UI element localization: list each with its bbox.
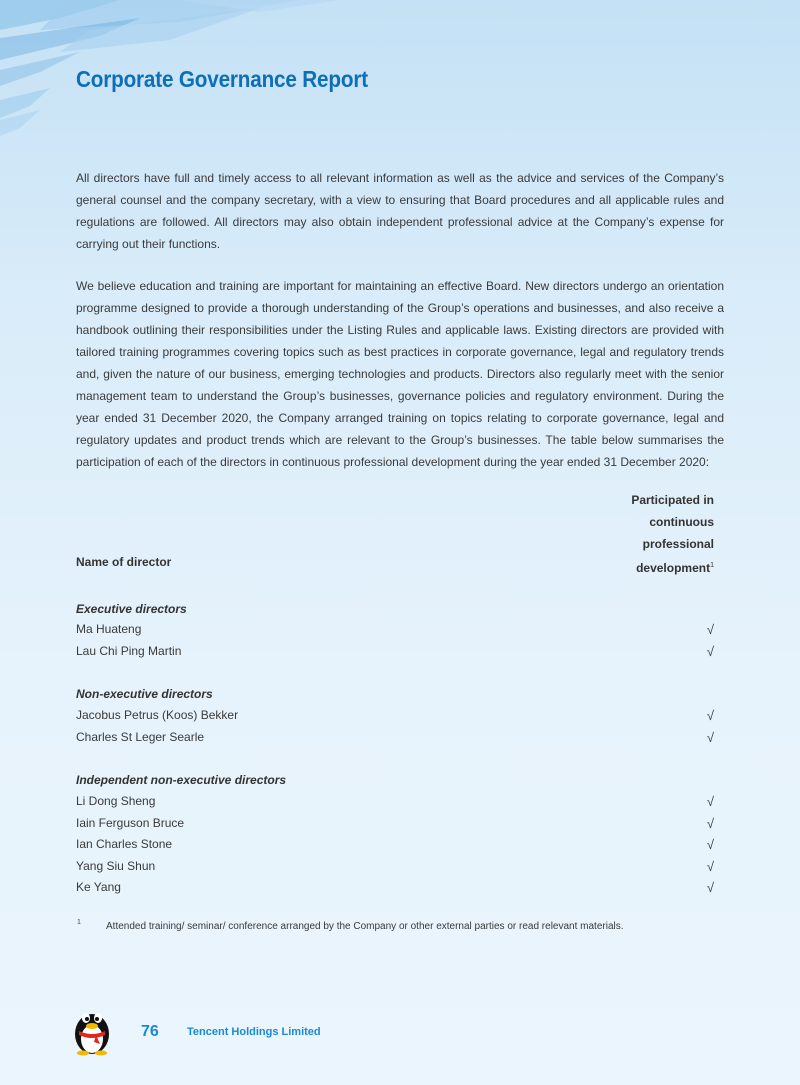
table-row — [76, 730, 724, 752]
participation-header-line: continuous — [649, 515, 714, 529]
page-title: Corporate Governance Report — [76, 66, 368, 92]
group-label-executive: Executive directors — [76, 602, 187, 616]
page-number: 76 — [141, 1023, 159, 1040]
director-name: Ian Charles Stone — [76, 837, 173, 851]
check-mark: √ — [706, 644, 714, 659]
participation-header-line: Participated in — [631, 493, 714, 507]
participation-header-line: development$^1$ — [636, 561, 714, 575]
name-column-header: Name of director — [76, 555, 172, 569]
table-row — [76, 837, 724, 859]
director-name: Li Dong Sheng — [76, 794, 156, 808]
table-row — [76, 816, 724, 838]
check-mark: √ — [706, 622, 714, 637]
check-mark: √ — [706, 708, 714, 723]
table-row — [76, 644, 724, 666]
table-row — [76, 859, 724, 881]
table-row — [76, 880, 724, 902]
footnote-reference: 1 — [710, 562, 714, 569]
director-name: Charles St Leger Searle — [76, 730, 205, 744]
footnote-marker: 1 — [77, 919, 81, 926]
check-mark: √ — [706, 794, 714, 809]
group-label-independent: Independent non-executive directors — [76, 773, 287, 787]
group-label-non-executive: Non-executive directors — [76, 687, 213, 701]
check-mark: √ — [706, 880, 714, 895]
table-row — [76, 622, 724, 644]
paragraph-access: All directors have full and timely access to all relevant information as well as the advice and services of the Company’s general counsel and the company secretary, with a view to ensuring that Board procedures and all applicable rules and regulations are followed. All directors may also obtain independent professional advice at the Company’s expense for carrying out their functions. — [76, 171, 724, 251]
paragraph-training: We believe education and training are important for maintaining an effective Board. New directors undergo an orientation programme designed to provide a thorough understanding of the Group’s operations and businesses, and also receive a handbook outlining their responsibilities under the Listing Rules and applicable laws. Existing directors are provided with tailored training programmes covering topics such as best practices in corporate governance, legal and regulatory trends and, given the nature of our business, emerging technologies and products. Directors also regularly meet with the senior management team to understand the Group’s businesses, governance policies and regulatory environment. During the year ended 31 December 2020, the Company arranged training on topics relating to corporate governance, legal and regulatory updates and product trends which are relevant to the Group’s businesses. The table below summarises the participation of each of the directors in continuous professional development during the year ended 31 December 2020: — [76, 279, 724, 469]
company-name: Tencent Holdings Limited — [187, 1026, 321, 1038]
director-name: Jacobus Petrus (Koos) Bekker — [76, 708, 239, 722]
director-name: Ke Yang — [76, 880, 121, 894]
director-name: Ma Huateng — [76, 622, 142, 636]
participation-header-line: professional — [642, 537, 714, 551]
check-mark: √ — [706, 730, 714, 745]
director-name: Lau Chi Ping Martin — [76, 644, 182, 658]
director-name: Iain Ferguson Bruce — [76, 816, 185, 830]
table-row — [76, 708, 724, 730]
footnote-text: Attended training/ seminar/ conference arranged by the Company or other external parties or read relevant materials. — [106, 921, 624, 932]
table-row — [76, 794, 724, 816]
director-name: Yang Siu Shun — [76, 859, 156, 873]
check-mark: √ — [706, 816, 714, 831]
participation-column-header — [564, 489, 714, 579]
penguin-mascot-icon — [70, 1002, 114, 1056]
check-mark: √ — [706, 859, 714, 874]
check-mark: √ — [706, 837, 714, 852]
